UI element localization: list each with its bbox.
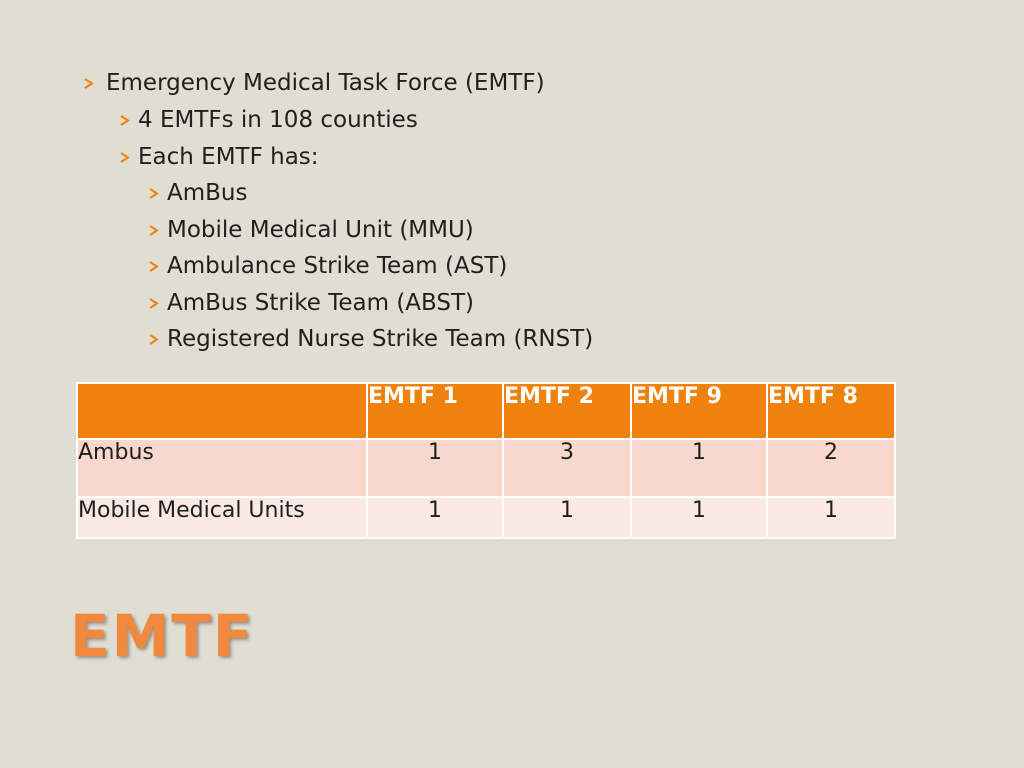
bullet-text: Mobile Medical Unit (MMU) <box>167 217 474 243</box>
table-row <box>77 439 895 497</box>
row-label: Ambus <box>77 439 367 497</box>
bullet-item <box>145 324 593 354</box>
table-row <box>77 497 895 538</box>
table-cell: 1 <box>367 497 503 538</box>
arrow-bullet-icon <box>116 110 132 130</box>
table-cell: 1 <box>631 497 767 538</box>
bullet-text: 4 EMTFs in 108 counties <box>138 107 418 133</box>
bullet-item <box>145 178 247 208</box>
bullet-item <box>116 105 418 135</box>
bullet-item <box>80 68 545 98</box>
table-cell: 1 <box>367 439 503 497</box>
bullet-item <box>145 288 474 318</box>
bullet-item <box>145 251 507 281</box>
bullet-text: Ambulance Strike Team (AST) <box>167 253 508 279</box>
arrow-bullet-icon <box>145 220 161 240</box>
table-header-cell: EMTF 2 <box>503 383 631 439</box>
table-header-cell: EMTF 1 <box>367 383 503 439</box>
table-cell: 3 <box>503 439 631 497</box>
bullet-text: Each EMTF has: <box>138 144 319 170</box>
bullet-text: AmBus <box>167 180 248 206</box>
row-label: Mobile Medical Units <box>77 497 367 538</box>
table-cell: 1 <box>503 497 631 538</box>
table-cell: 1 <box>767 497 895 538</box>
table-header-cell <box>77 383 367 439</box>
table-header-cell: EMTF 8 <box>767 383 895 439</box>
arrow-bullet-icon <box>80 73 96 93</box>
arrow-bullet-icon <box>116 147 132 167</box>
table-header-cell: EMTF 9 <box>631 383 767 439</box>
bullet-text: AmBus Strike Team (ABST) <box>167 290 475 316</box>
arrow-bullet-icon <box>145 256 161 276</box>
table-cell: 2 <box>767 439 895 497</box>
arrow-bullet-icon <box>145 293 161 313</box>
bullet-item <box>145 215 474 245</box>
arrow-bullet-icon <box>145 183 161 203</box>
slide-title: EMTF <box>70 602 255 670</box>
table-cell: 1 <box>631 439 767 497</box>
bullet-item <box>116 142 319 172</box>
bullet-text: Registered Nurse Strike Team (RNST) <box>167 326 594 352</box>
table-header-row <box>77 383 895 439</box>
bullet-text: Emergency Medical Task Force (EMTF) <box>106 70 545 96</box>
emtf-table <box>76 382 896 539</box>
arrow-bullet-icon <box>145 329 161 349</box>
